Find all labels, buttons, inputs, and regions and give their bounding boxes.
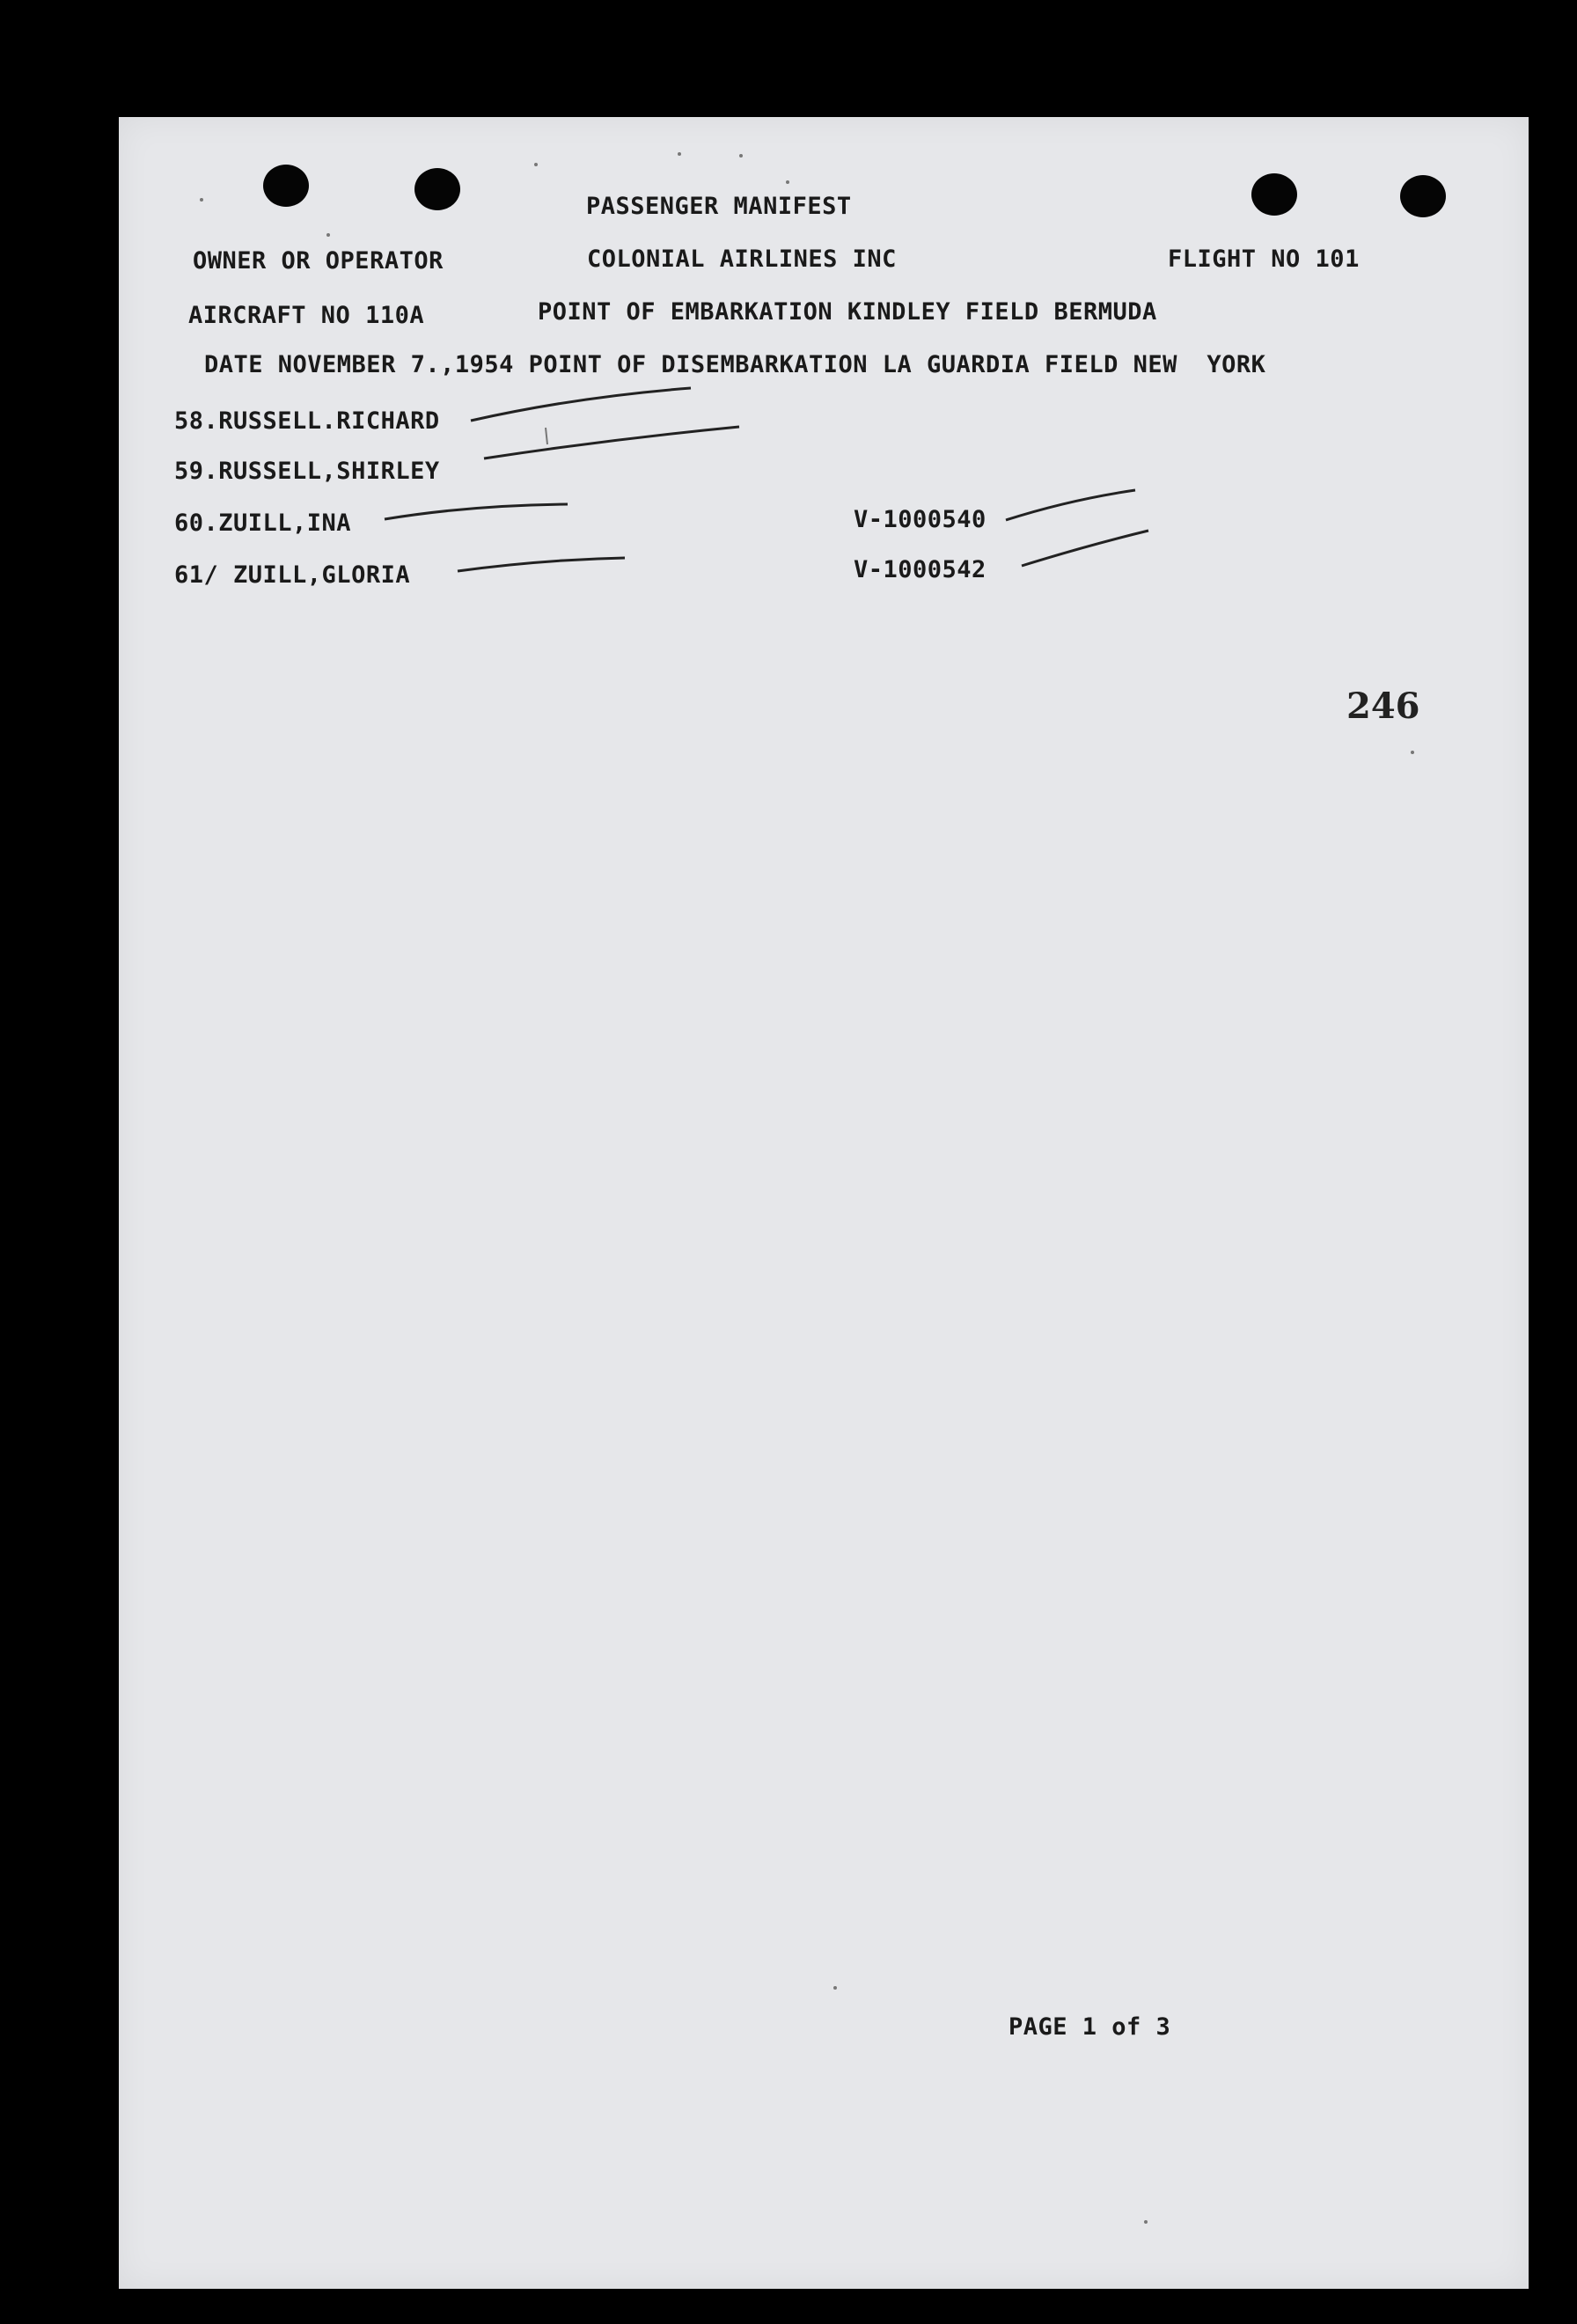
owner-label: OWNER OR OPERATOR <box>193 247 444 275</box>
punch-hole <box>263 165 309 207</box>
pen-strokes <box>119 117 1529 2289</box>
punch-hole <box>1400 175 1446 217</box>
aircraft-number: AIRCRAFT NO 110A <box>188 302 425 329</box>
punch-hole <box>1251 173 1297 216</box>
page-number: PAGE 1 of 3 <box>1009 2013 1171 2041</box>
check-stroke <box>458 558 625 571</box>
passenger-visa: V-1000540 <box>854 506 987 533</box>
check-stroke <box>1022 531 1148 566</box>
manifest-title: PASSENGER MANIFEST <box>586 193 852 220</box>
passenger-entry: 61/ ZUILL,GLORIA <box>174 561 411 589</box>
point-of-embarkation: POINT OF EMBARKATION KINDLEY FIELD BERMUDA <box>538 298 1157 326</box>
flight-number: FLIGHT NO 101 <box>1168 246 1360 273</box>
passenger-visa: V-1000542 <box>854 556 987 583</box>
check-stroke <box>471 388 691 421</box>
stamp-number: 246 <box>1346 685 1420 727</box>
manifest-sheet <box>119 117 1529 2289</box>
passenger-entry: 58.RUSSELL.RICHARD <box>174 407 440 435</box>
owner-value: COLONIAL AIRLINES INC <box>587 246 897 273</box>
check-stroke <box>1006 490 1135 520</box>
check-stroke <box>484 427 739 458</box>
check-stroke <box>385 504 568 519</box>
passenger-entry: 60.ZUILL,INA <box>174 510 352 537</box>
passenger-entry: 59.RUSSELL,SHIRLEY <box>174 458 440 485</box>
date-and-disembarkation: DATE NOVEMBER 7.,1954 POINT OF DISEMBARKATION LA GUARDIA FIELD NEW YORK <box>204 351 1266 378</box>
punch-hole <box>414 168 460 210</box>
